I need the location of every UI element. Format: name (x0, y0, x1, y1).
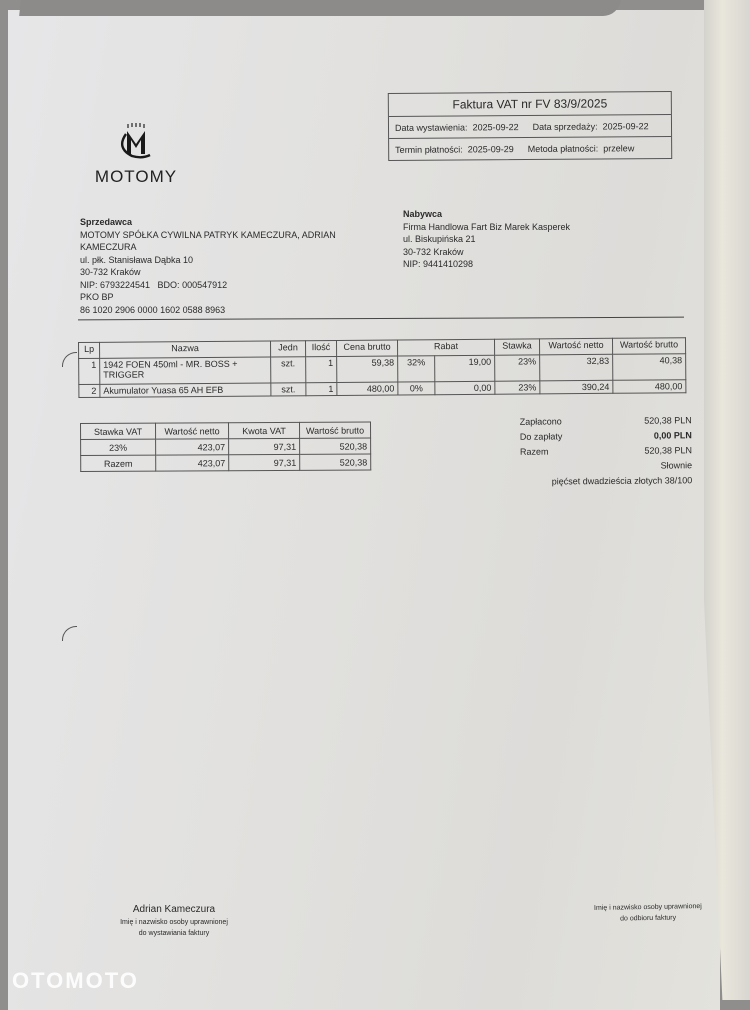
col-vat-rate: Stawka VAT (81, 423, 156, 439)
sale-date: 2025-09-22 (602, 120, 649, 131)
col-name: Nazwa (100, 341, 271, 358)
sale-date-label: Data sprzedaży: (532, 121, 598, 132)
row-qty: 1 (306, 356, 337, 382)
row-name-line: TRIGGER (103, 369, 145, 380)
issue-date: 2025-09-22 (472, 121, 519, 132)
seller-street: ul. płk. Stanisława Dąbka 10 (80, 254, 194, 265)
buyer-street: ul. Biskupińska 21 (403, 234, 476, 244)
receiver-signature (578, 901, 718, 925)
vat-summary-table (80, 421, 371, 472)
due-row (520, 428, 692, 445)
seller-block (80, 216, 336, 316)
vat-header-row (81, 422, 371, 440)
row-vat-rate: 23% (495, 381, 540, 394)
row-net: 32,83 (540, 354, 613, 381)
issuer-caption: do wystawiania faktury (138, 930, 210, 937)
seller-name: MOTOMY SPÓŁKA CYWILNA PATRYK KAMECZURA, ADRIAN (80, 229, 336, 240)
col-lp: Lp (79, 342, 100, 358)
vat-rate: Razem (81, 455, 156, 471)
seller-name-cont: KAMECZURA (80, 242, 137, 252)
payment-summary (520, 413, 693, 489)
table-row (81, 438, 371, 456)
buyer-city: 30-732 Kraków (403, 246, 464, 257)
row-unit: szt. (271, 357, 306, 383)
seller-nip-bdo: NIP: 6793224541 BDO: 000547912 (80, 279, 228, 290)
issue-date-label: Data wystawienia: (394, 121, 468, 133)
due-date-label: Termin płatności: (395, 143, 463, 155)
row-discount-value: 19,00 (435, 355, 495, 381)
row-discount-pct: 0% (398, 382, 435, 395)
col-vat-amount: Kwota VAT (229, 422, 300, 438)
col-price: Cena brutto (336, 340, 397, 356)
row-price: 480,00 (337, 382, 398, 395)
row-discount-pct: 32% (398, 356, 435, 382)
buyer-label: Nabywca (403, 209, 443, 219)
due-value: 0,00 PLN (653, 430, 692, 441)
row-vat-rate: 23% (495, 355, 540, 381)
vat-rate: 23% (81, 439, 156, 455)
col-qty: Ilość (305, 340, 336, 356)
total-value: 520,38 PLN (644, 445, 693, 456)
row-gross: 480,00 (613, 380, 686, 394)
row-qty: 1 (306, 382, 337, 395)
dates-row (389, 115, 671, 138)
payment-method-label: Metoda płatności: (527, 143, 599, 154)
vat-net: 423,07 (156, 455, 229, 471)
issuer-caption: Imię i nazwisko osoby uprawnionej (120, 919, 228, 926)
payment-method: przelew (603, 142, 635, 153)
paid-row (520, 413, 692, 430)
row-price: 59,38 (337, 356, 398, 382)
receiver-caption: Imię i nazwisko osoby uprawnionej (593, 903, 702, 912)
words-label: Słownie (660, 460, 693, 471)
col-unit: Jedn (270, 341, 305, 357)
total-row (520, 443, 692, 460)
receiver-caption: do odbioru faktury (620, 914, 677, 923)
buyer-nip: NIP: 9441410298 (403, 259, 474, 269)
col-net: Wartość netto (156, 423, 229, 439)
items-table (78, 337, 686, 398)
col-net: Wartość netto (539, 338, 612, 355)
invoice-title: Faktura VAT nr FV 83/9/2025 (389, 92, 671, 117)
row-lp: 1 (79, 358, 100, 384)
due-date: 2025-09-29 (467, 143, 514, 154)
buyer-name: Firma Handlowa Fart Biz Marek Kasperek (403, 221, 571, 232)
payment-row (389, 136, 671, 160)
seller-label: Sprzedawca (80, 217, 133, 227)
vat-amount: 97,31 (229, 454, 300, 470)
row-gross: 40,38 (613, 354, 686, 381)
col-gross: Wartość brutto (299, 422, 370, 438)
issuer-name: Adrian Kameczura (132, 904, 216, 915)
vat-gross: 520,38 (300, 454, 371, 470)
row-lp: 2 (79, 384, 100, 397)
row-name: Akumulator Yuasa 65 AH EFB (100, 383, 271, 397)
row-net: 390,24 (540, 380, 613, 394)
due-label: Do zapłaty (519, 431, 563, 442)
invoice-header-box (388, 91, 672, 161)
row-discount-value: 0,00 (435, 381, 495, 394)
paper-shadow (19, 0, 621, 16)
vat-gross: 520,38 (300, 438, 371, 454)
col-discount: Rabat (397, 339, 494, 356)
buyer-block (403, 208, 570, 271)
paid-label: Zapłacono (519, 416, 562, 427)
logo-wordmark: MOTOMY (94, 167, 178, 186)
row-name-line: 1942 FOEN 450ml - MR. BOSS + (103, 358, 238, 370)
otomoto-watermark: OTOMOTO (12, 968, 139, 993)
seller-city: 30-732 Kraków (80, 267, 141, 277)
company-logo (86, 122, 186, 187)
table-row (81, 454, 371, 472)
issuer-signature (104, 903, 244, 939)
vat-amount: 97,31 (229, 438, 300, 454)
paid-value: 520,38 PLN (644, 415, 692, 426)
vat-net: 423,07 (156, 439, 229, 455)
col-gross: Wartość brutto (612, 338, 685, 355)
seller-account: 86 1020 2906 0000 1602 0588 8963 (80, 304, 226, 315)
motomy-m-logo-icon (114, 122, 158, 162)
row-unit: szt. (271, 383, 306, 396)
amount-in-words: pięćset dwadzieścia złotych 38/100 (551, 475, 693, 487)
col-vat-rate: Stawka (494, 339, 539, 355)
seller-bank: PKO BP (80, 292, 114, 302)
total-label: Razem (519, 446, 549, 457)
row-name (100, 357, 271, 384)
